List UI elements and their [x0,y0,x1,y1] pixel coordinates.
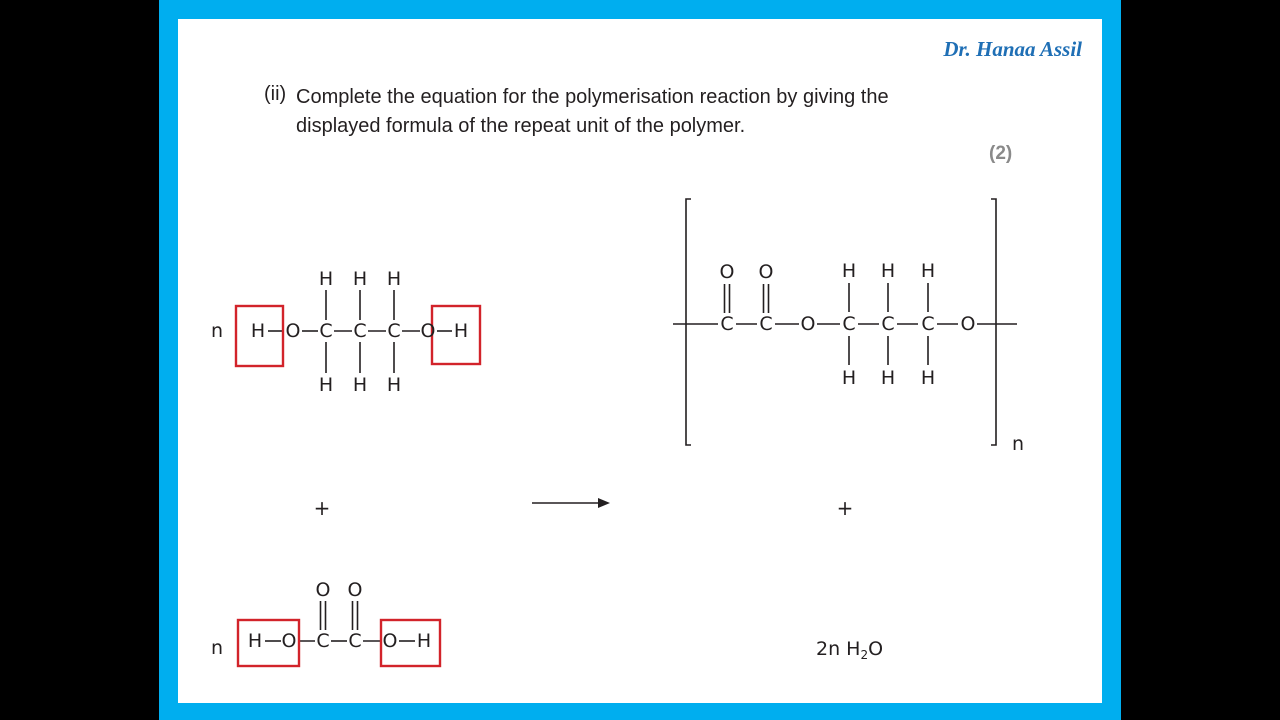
left-bracket [686,199,691,445]
atom-h: H [920,367,936,389]
atom-o: O [420,320,436,342]
atom-h: H [318,268,334,290]
atom-c: C [316,630,330,652]
atom-h: H [880,260,896,282]
atom-h: H [880,367,896,389]
author-name: Dr. Hanaa Assil [943,37,1082,61]
question-number: (ii) [264,83,287,105]
atom-c: C [387,320,401,342]
atom-h: H [416,630,432,652]
reaction-arrow-head [598,498,610,508]
atom-labels [248,260,976,652]
atom-h: H [250,320,266,342]
atom-h: H [841,367,857,389]
atom-h: H [318,374,334,396]
atom-c: C [348,630,362,652]
plus-sign: + [313,496,331,520]
atom-c: C [720,313,734,335]
atom-o: O [347,579,363,601]
equation-symbols [211,320,1024,662]
atom-o: O [315,579,331,601]
question-text: Complete the equation for the polymerisation reaction by giving the displayed formula of the repeat unit of the polymer. [296,86,889,137]
byproduct-water: 2n $H_2O$ [816,638,884,662]
atom-c: C [921,313,935,335]
atom-h: H [920,260,936,282]
atom-c: C [842,313,856,335]
atom-c: C [759,313,773,335]
atom-h: H [841,260,857,282]
atom-h: H [352,268,368,290]
atom-h: H [453,320,469,342]
atom-h: H [386,268,402,290]
repeat-subscript-n: n [1011,433,1025,455]
atom-o: O [960,313,976,335]
atom-h: H [247,630,263,652]
question-marks: (2) [989,143,1013,164]
atom-o: O [285,320,301,342]
atom-c: C [881,313,895,335]
plus-sign: + [836,496,854,520]
atom-h: H [386,374,402,396]
coefficient-n: n [210,320,224,342]
atom-o: O [800,313,816,335]
atom-c: C [319,320,333,342]
coefficient-n: n [210,637,224,659]
atom-o: O [382,630,398,652]
atom-o: O [758,261,774,283]
right-bracket [991,199,996,445]
atom-h: H [352,374,368,396]
atom-o: O [719,261,735,283]
atom-c: C [353,320,367,342]
bond-lines [265,199,1017,641]
atom-o: O [281,630,297,652]
